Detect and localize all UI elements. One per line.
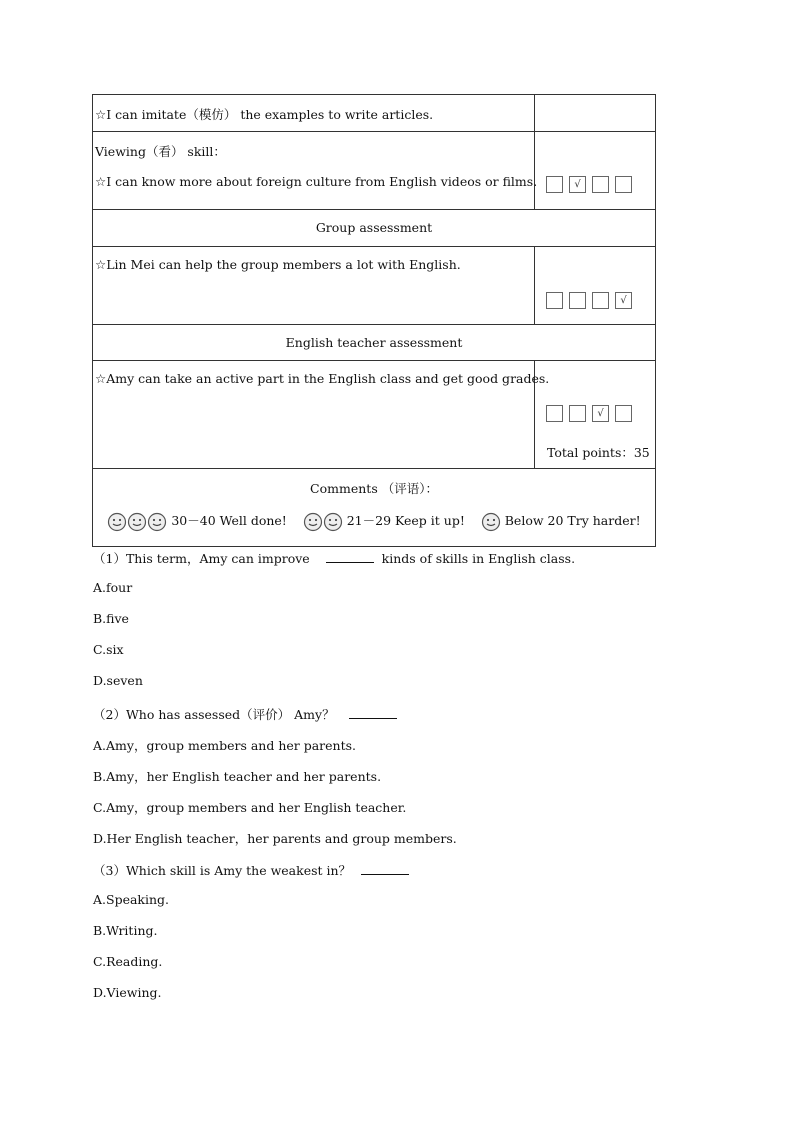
checkbox [569,405,586,422]
table-row [93,210,656,247]
group-checkboxes [546,292,632,309]
checkbox [546,405,563,422]
smiley-face-icon [303,512,323,532]
viewing-cell [93,132,538,210]
viewing-skill-title: Viewing（看） skill： [95,144,226,159]
question-2-text: （2）Who has assessed（评价） Amy？ [93,707,335,722]
viewing-check-cell [535,132,656,210]
checkbox [615,405,632,422]
option-item[interactable]: D.Her English teacher，her parents and group members. [93,831,457,846]
option-item[interactable]: A.Speaking. [93,892,170,907]
checkbox [569,292,586,309]
imitate-statement: ☆I can imitate（模仿） the examples to write articles. [95,107,434,122]
question-1-text: （1）This term，Amy can improve [93,551,310,566]
option-item[interactable]: C.six [93,642,124,657]
option-item[interactable]: D.seven [93,673,143,688]
option-item[interactable]: B.Amy，her English teacher and her parents. [93,769,382,784]
teacher-header-cell [93,325,656,361]
checkbox [592,176,609,193]
answer-blank[interactable] [326,551,374,563]
option-item[interactable]: B.five [93,611,129,626]
table-row [93,325,656,361]
three-smiley-icon [107,513,171,528]
viewing-statement: ☆I can know more about foreign culture from English videos or films. [95,174,538,189]
option-item[interactable]: D.Viewing. [93,985,162,1000]
table-row [93,469,656,547]
smiley-face-icon [147,512,167,532]
group-assessment-heading: Group assessment [315,220,433,235]
group-check-cell [535,247,656,325]
checkbox [592,292,609,309]
option-item[interactable]: A.four [93,580,133,595]
group-statement: ☆Lin Mei can help the group members a lot with English. [95,257,461,272]
question-3-stem [93,861,409,879]
smiley-face-icon [481,512,501,532]
checkbox: √ [569,176,586,193]
comments-legend [93,511,655,532]
table-row [93,247,656,325]
question-2-stem [93,705,397,723]
assessment-table [92,94,656,547]
checkbox [546,292,563,309]
question-1-text-end: kinds of skills in English class. [381,551,576,566]
one-smiley-icon [481,513,505,528]
question-1-stem [93,549,575,567]
total-points: Total points：35 [547,445,650,460]
option-item[interactable]: B.Writing. [93,923,158,938]
table-row [93,95,656,132]
answer-blank[interactable] [361,863,409,875]
teacher-assessment-heading: English teacher assessment [285,335,463,350]
table-row [93,361,656,469]
two-smiley-icon [303,513,347,528]
imitate-check-cell [535,95,656,132]
table-row [93,132,656,210]
comments-cell [93,469,656,547]
question-3-text: （3）Which skill is Amy the weakest in？ [93,863,352,878]
comment-try-harder: Below 20 Try harder! [504,513,641,528]
smiley-face-icon [127,512,147,532]
viewing-checkboxes [546,176,632,193]
option-item[interactable]: A.Amy，group members and her parents. [93,738,357,753]
option-item[interactable]: C.Amy，group members and her English teacher. [93,800,407,815]
group-item-cell [93,247,535,325]
checkbox: √ [615,292,632,309]
smiley-face-icon [107,512,127,532]
group-header-cell [93,210,656,247]
checkbox [615,176,632,193]
checkbox: √ [592,405,609,422]
comment-well-done: 30－40 Well done! [171,513,287,528]
comment-keep-it-up: 21－29 Keep it up! [346,513,465,528]
teacher-statement: ☆Amy can take an active part in the English class and get good grades. [95,371,550,386]
teacher-checkboxes [546,405,632,422]
smiley-face-icon [323,512,343,532]
teacher-item-cell [93,361,550,469]
answer-blank[interactable] [349,707,397,719]
comments-title: Comments （评语）： [310,481,438,496]
imitate-cell [93,95,535,132]
option-item[interactable]: C.Reading. [93,954,163,969]
checkbox [546,176,563,193]
teacher-check-cell [535,361,656,469]
